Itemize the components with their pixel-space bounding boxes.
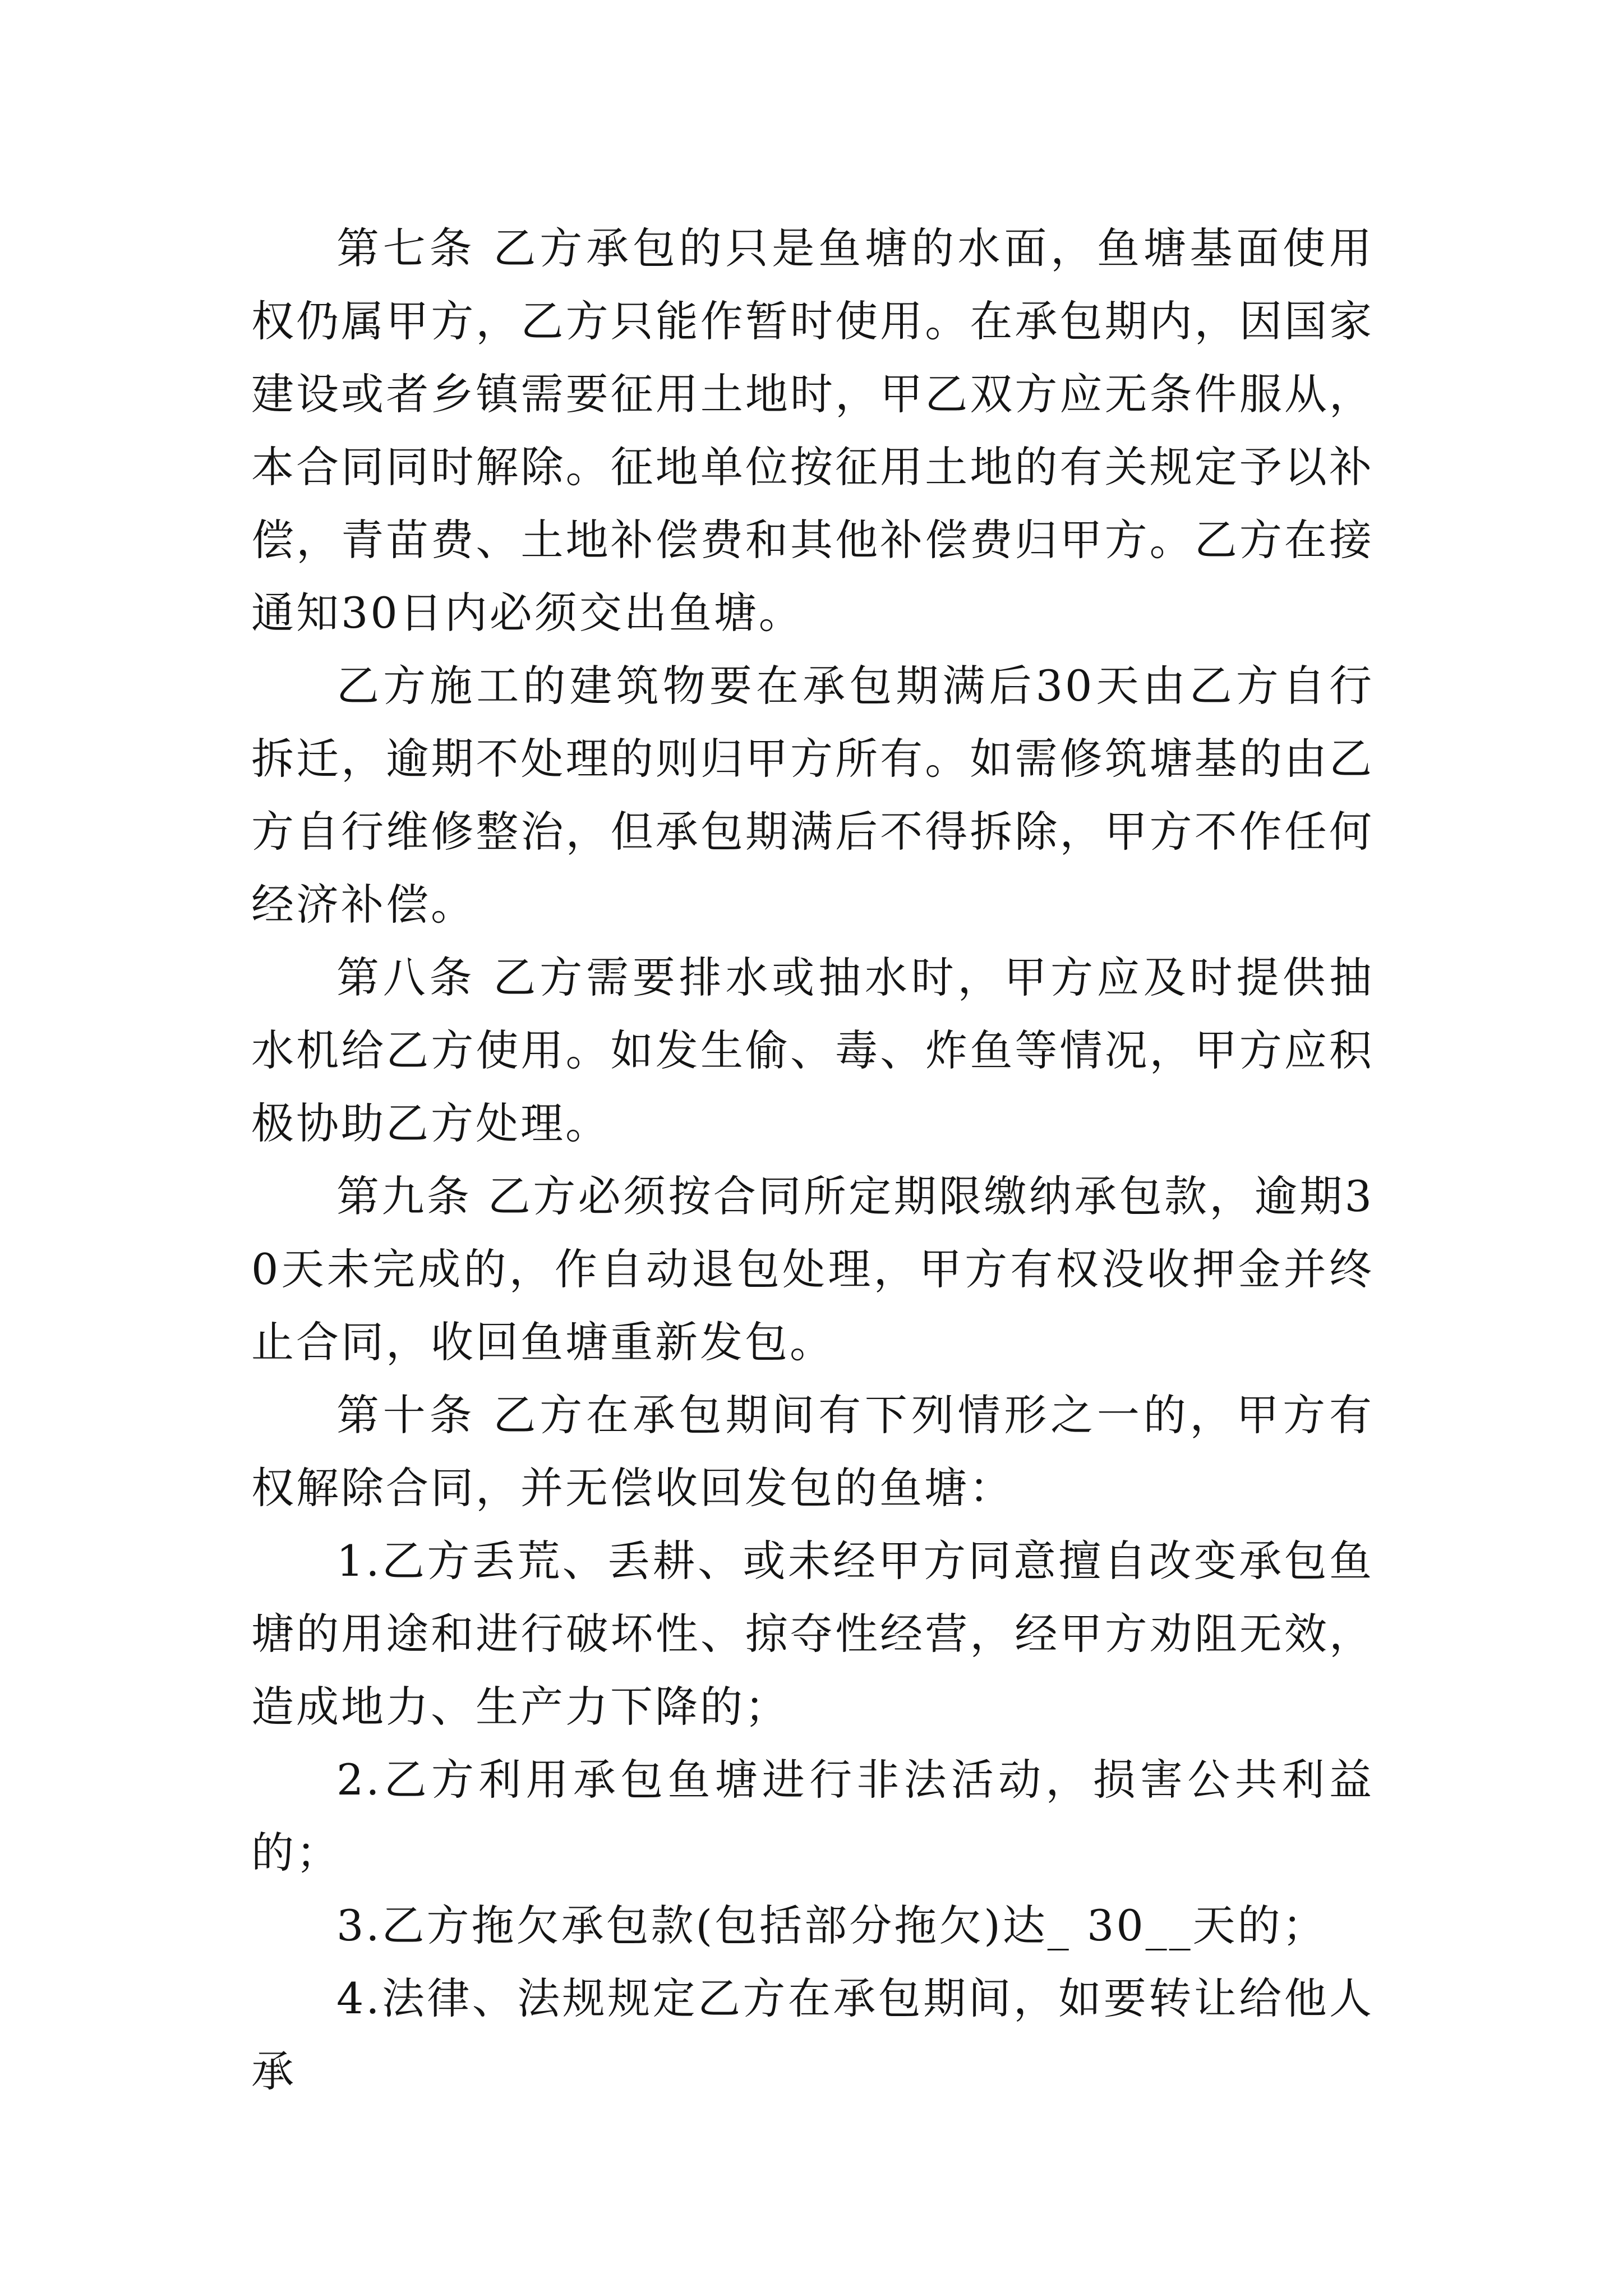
list-item-1: 1.乙方丢荒、丢耕、或未经甲方同意擅自改变承包鱼塘的用途和进行破坏性、掠夺性经营，经甲方劝阻无效，造成地力、生产力下降的； bbox=[251, 1536, 1374, 1732]
paragraph-article-10: 第十条 乙方在承包期间有下列情形之一的，甲方有权解除合同，并无偿收回发包的鱼塘： bbox=[251, 1390, 1374, 1513]
list-item-3: 3.乙方拖欠承包款(包括部分拖欠)达_ 30__天的； bbox=[336, 1901, 1327, 1950]
document-page bbox=[251, 212, 1374, 2108]
list-item-4: 4.法律、法规规定乙方在承包期间，如要转让给他人承 bbox=[251, 1973, 1374, 2096]
paragraph-article-8: 第八条 乙方需要排水或抽水时，甲方应及时提供抽水机给乙方使用。如发生偷、毒、炸鱼等情况，甲方应积极协助乙方处理。 bbox=[251, 953, 1374, 1148]
paragraph-buildings: 乙方施工的建筑物要在承包期满后30天由乙方自行拆迁，逾期不处理的则归甲方所有。如需修筑塘基的由乙方自行维修整治，但承包期满后不得拆除，甲方不作任何经济补偿。 bbox=[251, 661, 1374, 930]
paragraph-article-7: 第七条 乙方承包的只是鱼塘的水面，鱼塘基面使用权仍属甲方，乙方只能作暂时使用。在承包期内，因国家建设或者乡镇需要征用土地时，甲乙双方应无条件服从，本合同同时解除。征地单位按征用土地的有关规定予以补偿，青苗费、土地补偿费和其他补偿费归甲方。乙方在接通知30日内必须交出鱼塘。 bbox=[251, 223, 1374, 638]
list-item-2: 2.乙方利用承包鱼塘进行非法活动，损害公共利益的； bbox=[251, 1755, 1374, 1878]
paragraph-article-9: 第九条 乙方必须按合同所定期限缴纳承包款，逾期30天未完成的，作自动退包处理，甲方有权没收押金并终止合同，收回鱼塘重新发包。 bbox=[251, 1171, 1374, 1367]
